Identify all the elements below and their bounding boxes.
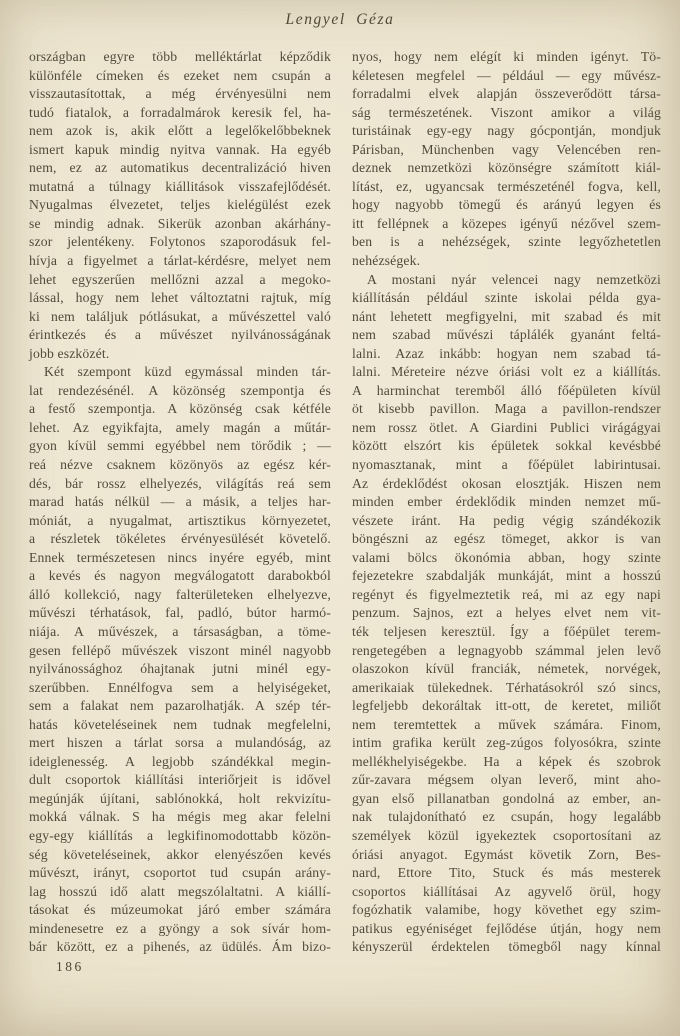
paragraph	[352, 48, 661, 271]
text-line: lítást, ez, ugyancsak természeténél fogva, kell,	[352, 178, 661, 194]
text-columns	[29, 48, 661, 957]
text-line: A harminchat teremből álló főépületen kívül	[352, 382, 661, 398]
text-line: nard, Ettore Tito, Stuck és más mesterek	[352, 865, 661, 881]
text-line: hogy nagyobb tömegű és arányú legyen és	[352, 197, 661, 213]
text-line: a festő szempontja. A közönség csak kétféle	[29, 401, 331, 417]
text-line: nem azok is, akik előtt a legelőkelőbbeknek	[29, 123, 331, 139]
text-line: valami bölcs ökonómia abban, hogy szinte	[352, 549, 661, 565]
text-line: ték teljesen keresztül. Így a főépület terem-	[352, 623, 661, 639]
text-line: mutatná a túlnagy kiállitások visszafejlődését.	[29, 178, 331, 194]
text-line: lalni. Méreteire nézve óriási volt ez a kiállítás.	[352, 364, 661, 380]
text-line: nánt lehetett megfigyelni, mit szabad és mit	[352, 308, 661, 324]
text-line: vészete iránt. Ha pedig végig szándékozik	[352, 512, 661, 528]
text-line: lehet. Az egyikfajta, amely magán a műtár-	[29, 419, 331, 435]
text-line: nehézségek.	[352, 253, 421, 269]
text-line: nyos, hogy nem elégít ki minden igényt. Tö-	[352, 49, 661, 64]
text-line: ki nem találjuk pótlásukat, a művészettel való	[29, 308, 331, 324]
text-line: Nyugalmas élvezetet, teljes kielégülést ezek	[29, 197, 331, 213]
text-line: ség követeléseinek, akkor elenyészően kevés	[29, 846, 331, 862]
paragraph	[29, 48, 331, 363]
text-line: jobb eszközét.	[29, 345, 110, 361]
text-line: személyek közül igyekeztek csoportosítani az	[352, 827, 661, 843]
text-line: nem rossz ötlet. A Giardini Publici virágágyai	[352, 419, 661, 435]
text-line: visszautasítottak, a még érvényesülni nem	[29, 86, 331, 102]
text-line: nem, ez az automatikus decentralizáció hiven	[29, 160, 331, 176]
text-line: kényszerül érdektelen tömegből nagy kínnal	[352, 939, 661, 955]
text-line: mindenesetre ez a gyöngy a sok sívár hom-	[29, 920, 331, 936]
text-line: móniát, a nyugalmat, artisztikus környezetet,	[29, 512, 331, 528]
text-line: ság természetének. Viszont amikor a világ	[352, 104, 661, 120]
text-line: között elszórt kis épületek sokkal kevésbbé	[352, 438, 661, 454]
text-line: ismert kapuk mindig nyitva vannak. Ha egyéb	[29, 141, 331, 157]
text-line: a kevés és nagyon megválogatott darabokból	[29, 568, 331, 584]
text-line: intim grafika került zeg-zúgos folyosókra, szinte	[352, 735, 661, 751]
text-line: óriási anyagot. Egymást követik Zorn, Bes-	[352, 846, 661, 862]
text-line: nem szabad művészi táplálék gyanánt feltá-	[352, 327, 661, 343]
text-line: ideiglenesség. A legjobb szándékkal megin-	[29, 753, 331, 769]
text-line: hatás követeléseinek nem tudnak megfelelni,	[29, 716, 331, 732]
text-line: hívja a figyelmet a tárlat-kérdésre, melyet nem	[29, 253, 331, 269]
text-line: öt kisebb pavillon. Maga a pavillon-rendszer	[352, 401, 661, 417]
text-line: dult csoportok kiállítási interiőrjeit is idővel	[29, 772, 331, 788]
text-line: országban egyre több melléktárlat képződik	[29, 49, 331, 64]
text-line: A mostani nyár velencei nagy nemzetközi	[367, 271, 661, 287]
text-line: Két szempont küzd egymással minden tár-	[44, 364, 331, 380]
text-line: bár között, ez a pihenés, az üdülés. Ám bizo-	[29, 939, 331, 955]
text-line: Az érdeklődést okosan elosztják. Hiszen nem	[352, 475, 661, 491]
text-line: Párisban, Münchenben vagy Velencében ren-	[352, 141, 661, 157]
text-line: csoportos kiállításai Az agyvelő örül, hogy	[352, 883, 661, 899]
text-line: mokká válnak. S ha mégis meg akar felelni	[29, 809, 331, 825]
text-line: a részletek tökéletes érvényesülését követelő.	[29, 531, 331, 547]
text-line: gyan első pillanatban gondolná az ember, an-	[352, 790, 661, 806]
text-line: Ennek természetesen nincs inyére egyéb, mint	[29, 549, 331, 565]
text-line: szerűbben. Ennélfogva sem a helyiségeket,	[29, 679, 331, 695]
text-line: forradalmi elvek alapján összeverődött társa-	[352, 86, 661, 102]
left-text-column	[29, 48, 331, 957]
paragraph	[352, 271, 661, 957]
text-line: nak tulajdonítható ez csupán, hogy legalább	[352, 809, 661, 825]
text-line: tásokat és múzeumokat járó ember számára	[29, 902, 331, 918]
text-line: reá nézve csaknem közönyös az egész kér-	[29, 457, 331, 473]
text-line: nem teremtettek a művek számára. Finom,	[352, 716, 661, 732]
text-line: ben is a nehézségek, szinte legyőzhetetlen	[352, 234, 661, 250]
text-line: tudó fiatalok, a forradalmárok keresik fel, ha-	[29, 104, 331, 120]
text-line: legfeljebb dekoráltak itt-ott, de keretet, miliőt	[352, 698, 661, 714]
text-line: olaszokon kívül franciák, németek, norvégek,	[352, 661, 661, 677]
text-line: egy-egy kiállítás a legkifinomodottabb közön-	[29, 827, 331, 843]
text-line: zűr-zavara mégsem olyan leverő, mint aho-	[352, 772, 661, 788]
text-line: itt fellépnek a közepes igényű nézővel szem-	[352, 215, 661, 231]
text-line: deznek nemzetközi közönségre számított kiál-	[352, 160, 661, 176]
text-line: böngészni az egész tömeget, akkor is van	[352, 531, 661, 547]
text-line: dés, bár rossz elhelyezés, világítás reá sem	[29, 475, 331, 491]
text-line: mert hiszen a tárlat sorsa a mulandóság, az	[29, 735, 331, 751]
running-head-author: Lengyel Géza	[285, 11, 395, 28]
text-line: lással, hogy nem lehet változtatni rajtuk, míg	[29, 290, 331, 306]
text-line: álló kollekció, nagy falterületeken elhelyezve,	[29, 586, 331, 602]
text-line: lalni. Azaz inkább: hogyan nem szabad tá-	[352, 345, 661, 361]
text-line: penzum. Sajnos, ezt a helyes elvet nem vit-	[352, 605, 661, 621]
text-line: se mindig adnak. Sikerük azonban akárhány-	[29, 215, 331, 231]
text-line: gyon kívül semmi egyébbel nem törődik ; —	[29, 438, 331, 454]
text-line: marad hatás nélkül — a másik, a teljes har-	[29, 494, 331, 510]
text-line: sem a falakat nem pazarolhatják. A szép tér-	[29, 698, 331, 714]
text-line: nyilvánossághoz óhajtanak jutni minél egy-	[29, 661, 331, 677]
text-line: különféle címeken és ezeket nem csupán a	[29, 67, 331, 83]
text-line: patikus egyéniséget fejlődése útján, hogy nem	[352, 920, 661, 936]
text-line: fejezetekre szabdalják munkáját, mint a hosszú	[352, 568, 661, 584]
text-line: turistáinak egy-egy nagy gócpontján, mondjuk	[352, 123, 661, 139]
text-line: kéletesen megfelel — például — egy művész-	[352, 67, 661, 83]
text-line: művészt, irányt, csoportot tud csupán arány-	[29, 865, 331, 881]
text-line: lat rendezésénél. A közönség szempontja és	[29, 382, 331, 398]
text-line: érintkezés és a művészet nyilvánosságának	[29, 327, 331, 343]
text-line: nyomasztanak, mint a főépület labirintusai.	[352, 457, 661, 473]
text-line: kiállításán például szinte iskolai példa gya-	[352, 290, 661, 306]
text-line: gesen fellépő művészek viszont minél nagyobb	[29, 642, 331, 658]
text-line: lehet egyszerűen mellőzni azzal a megoko-	[29, 271, 331, 287]
paragraph	[29, 363, 331, 957]
text-line: minden ember érdeklődik minden nemzet mű-	[352, 494, 661, 510]
right-text-column	[352, 48, 661, 957]
page-number: 186	[56, 959, 84, 974]
text-line: művészi térhatások, fal, padló, bútor harmó-	[29, 605, 331, 621]
text-line: megúnják újítani, sablónokká, holt rekvizítu-	[29, 790, 331, 806]
text-line: niája. A művészek, a társaságban, a töme-	[29, 623, 331, 639]
text-line: amerikaiak tülekednek. Térhatásokról szó sincs,	[352, 679, 661, 695]
text-line: rengetegében a legnagyobb számmal jelen levő	[352, 642, 661, 658]
text-line: mellékhelyiségekbe. Ha a képek és szobrok	[352, 753, 661, 769]
text-line: lag hosszú idő alatt megszólaltatni. A kiállí-	[29, 883, 331, 899]
text-line: fogózhatik valamibe, hogy követhet egy szim-	[352, 902, 661, 918]
text-line: szor jelentékeny. Folytonos szaporodásuk fel-	[29, 234, 331, 250]
text-line: regényt és figyelmeztetik reá, mi az egy napi	[352, 586, 661, 602]
